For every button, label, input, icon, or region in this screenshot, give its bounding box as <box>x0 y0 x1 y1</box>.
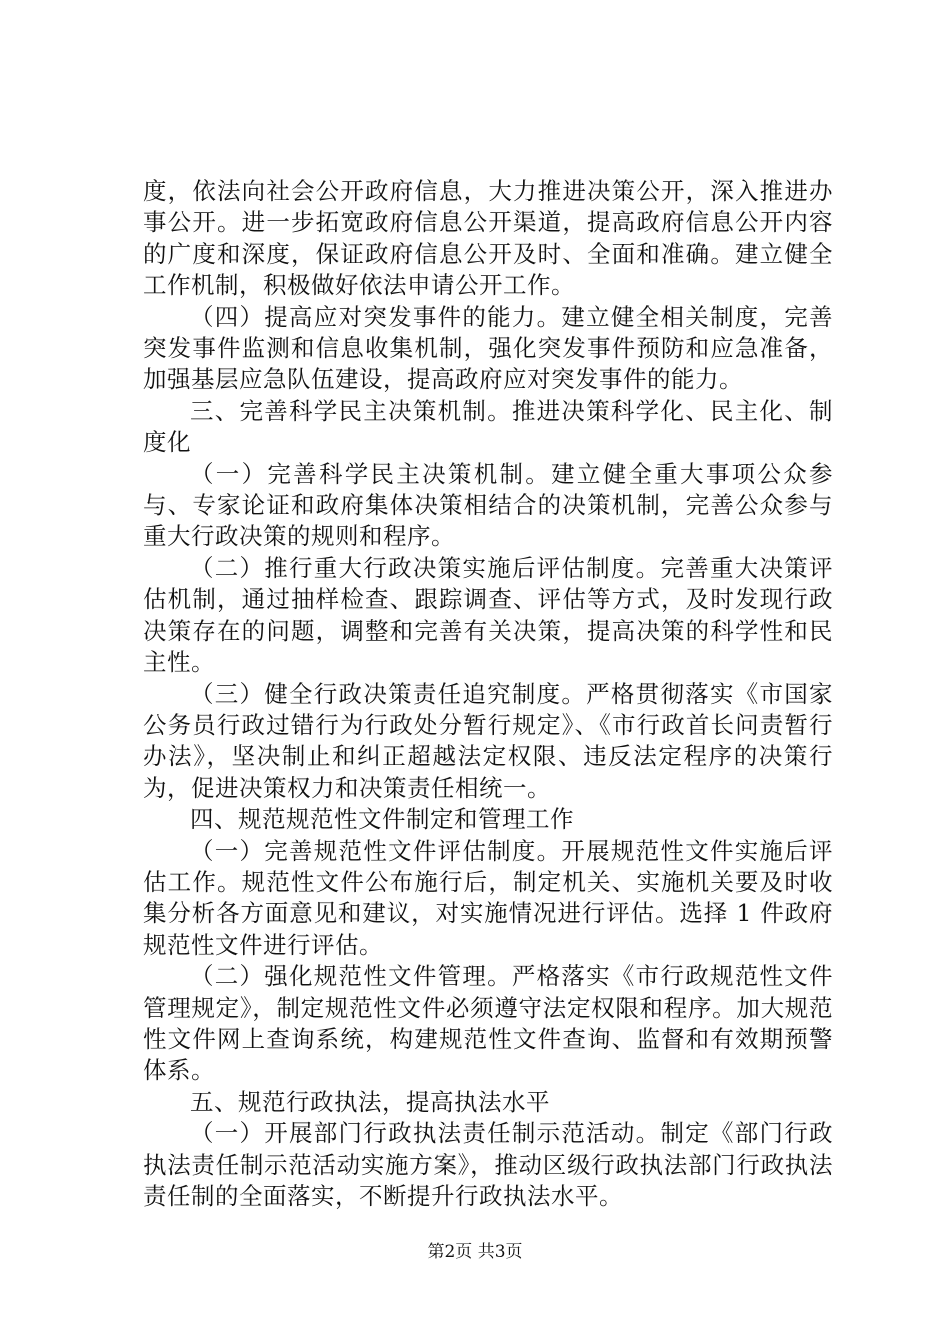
paragraph-emergency-response: （四）提高应对突发事件的能力。建立健全相关制度，完善突发事件监测和信息收集机制，强化突发事件预防和应急准备，加强基层应急队伍建设，提高政府应对突发事件的能力。 <box>143 302 833 394</box>
paragraph-continuation: 度，依法向社会公开政府信息，大力推进决策公开，深入推进办事公开。进一步拓宽政府信息公开渠道，提高政府信息公开内容的广度和深度，保证政府信息公开及时、全面和准确。建立健全工作机制，积极做好依法申请公开工作。 <box>143 177 833 300</box>
section-heading-3: 三、完善科学民主决策机制。推进决策科学化、民主化、制度化 <box>143 396 833 457</box>
paragraph-3-3: （三）健全行政决策责任追究制度。严格贯彻落实《市国家公务员行政过错行为行政处分暂行规定》、《市行政首长问责暂行办法》，坚决制止和纠正超越法定权限、违反法定程序的决策行为，促进决策权力和决策责任相统一。 <box>143 679 833 802</box>
paragraph-4-1: （一）完善规范性文件评估制度。开展规范性文件实施后评估工作。规范性文件公布施行后，制定机关、实施机关要及时收集分析各方面意见和建议，对实施情况进行评估。选择 1 件政府规范性文件进行评估。 <box>143 836 833 959</box>
document-body <box>143 176 833 1212</box>
section-heading-5: 五、规范行政执法，提高执法水平 <box>190 1087 550 1116</box>
paragraph-3-2: （二）推行重大行政决策实施后评估制度。完善重大决策评估机制，通过抽样检查、跟踪调查、评估等方式，及时发现行政决策存在的问题，调整和完善有关决策，提高决策的科学性和民主性。 <box>143 553 833 677</box>
paragraph-4-2: （二）强化规范性文件管理。严格落实《市行政规范性文件管理规定》，制定规范性文件必须遵守法定权限和程序。加大规范性文件网上查询系统，构建规范性文件查询、监督和有效期预警体系。 <box>143 962 833 1085</box>
page-footer: 第2页 共3页 <box>427 1242 523 1262</box>
section-heading-4: 四、规范规范性文件制定和管理工作 <box>190 805 574 834</box>
paragraph-3-1: （一）完善科学民主决策机制。建立健全重大事项公众参与、专家论证和政府集体决策相结合的决策机制，完善公众参与重大行政决策的规则和程序。 <box>143 459 833 551</box>
paragraph-5-1: （一）开展部门行政执法责任制示范活动。制定《部门行政执法责任制示范活动实施方案》，推动区级行政执法部门行政执法责任制的全面落实，不断提升行政执法水平。 <box>143 1119 833 1210</box>
